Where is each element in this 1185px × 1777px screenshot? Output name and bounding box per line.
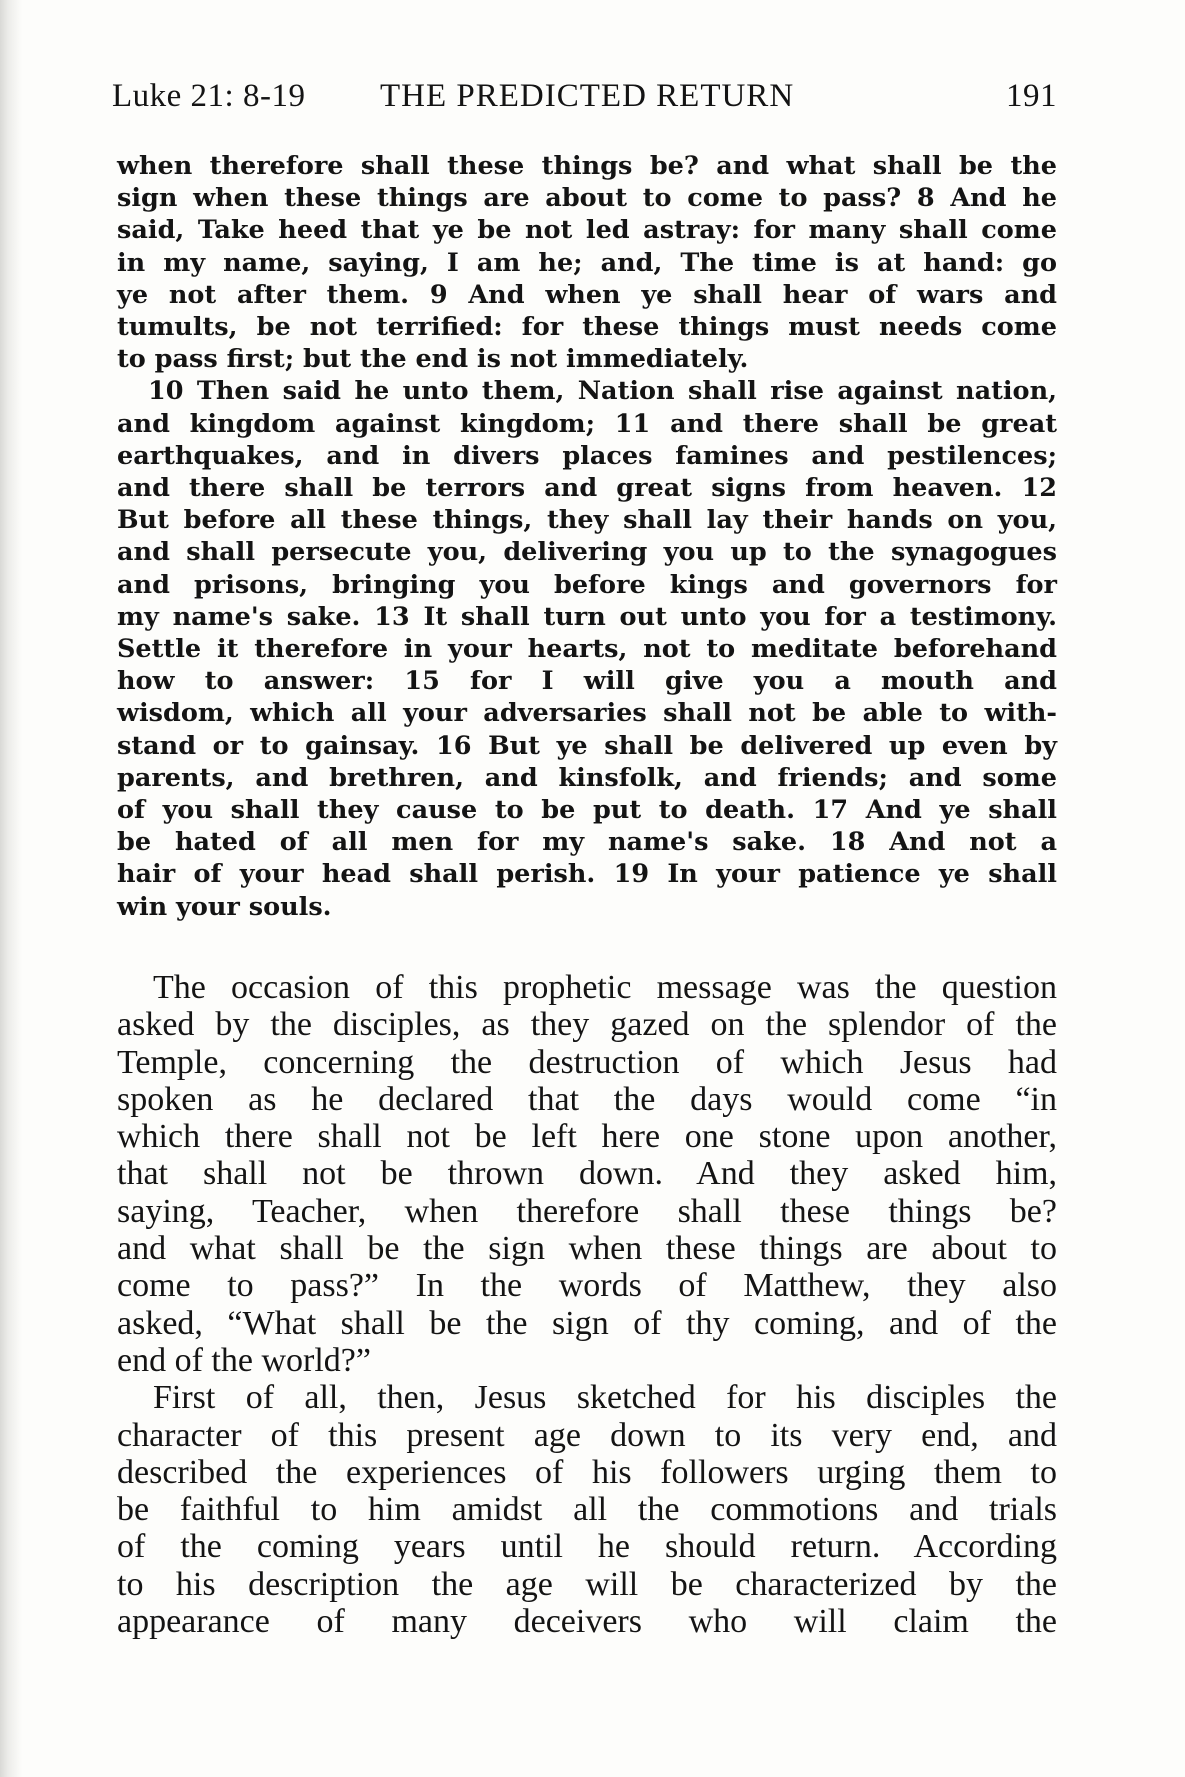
scripture-line: when therefore shall these things be? and what shall be the — [117, 151, 1057, 181]
commentary-line: spoken as he declared that the days would come “in — [117, 1080, 1057, 1118]
commentary-line: described the experiences of his followers urging them to — [117, 1453, 1057, 1491]
scripture-line: and prisons, bringing you before kings and governors for — [117, 569, 1057, 600]
header-reference: Luke 21: 8-19 — [112, 78, 306, 114]
scripture-line: stand or to gainsay. 16 But ye shall be delivered up even by — [117, 730, 1057, 761]
scripture-line: and there shall be terrors and great signs from heaven. 12 — [117, 473, 1057, 504]
commentary-text — [117, 969, 1057, 1640]
scripture-line: parents, and brethren, and kinsfolk, and friends; and some — [117, 762, 1057, 793]
commentary-line: which there shall not be left here one stone upon another, — [117, 1118, 1057, 1156]
commentary-line: come to pass?” In the words of Matthew, they also — [117, 1267, 1057, 1305]
scripture-line: my name's sake. 13 It shall turn out unto you for a testimony. — [117, 601, 1057, 632]
scripture-passage — [117, 150, 1057, 923]
commentary-line: that shall not be thrown down. And they asked him, — [117, 1155, 1057, 1193]
scripture-line: earthquakes, and in divers places famines and pestilences; — [117, 440, 1057, 471]
scripture-line: hair of your head shall perish. 19 In your patience ye shall — [117, 859, 1057, 890]
commentary-line: Temple, concerning the destruction of which Jesus had — [117, 1043, 1057, 1081]
header-title: THE PREDICTED RETURN — [380, 78, 795, 114]
scripture-line: sign when these things are about to come to pass? 8 And he — [117, 183, 1057, 214]
commentary-line: The occasion of this prophetic message was the question — [153, 969, 1057, 1006]
scripture-line: ye not after them. 9 And when ye shall hear of wars and — [117, 279, 1057, 310]
commentary-line: to his description the age will be characterized by the — [117, 1565, 1057, 1603]
commentary-line: and what shall be the sign when these things are about to — [117, 1230, 1057, 1268]
scripture-line: and kingdom against kingdom; 11 and there shall be great — [117, 408, 1057, 439]
commentary-line: appearance of many deceivers who will claim the — [117, 1603, 1057, 1641]
page-number: 191 — [1006, 78, 1057, 114]
commentary-line: First of all, then, Jesus sketched for his disciples the — [153, 1379, 1057, 1417]
scripture-line: tumults, be not terrified: for these things must needs come — [117, 312, 1057, 343]
commentary-line: end of the world?” — [117, 1341, 371, 1379]
scripture-line: 10 Then said he unto them, Nation shall rise against nation, — [148, 376, 1057, 407]
scripture-line: Settle it therefore in your hearts, not to meditate beforehand — [117, 634, 1057, 665]
running-header — [112, 78, 1057, 122]
scripture-line: of you shall they cause to be put to death. 17 And ye shall — [117, 795, 1057, 826]
commentary-line: of the coming years until he should return. According — [117, 1528, 1057, 1566]
scripture-line: said, Take heed that ye be not led astray: for many shall come — [117, 215, 1057, 246]
scripture-line: wisdom, which all your adversaries shall not be able to with- — [117, 698, 1057, 729]
scripture-line: win your souls. — [117, 891, 332, 922]
page-gutter-shadow — [0, 0, 22, 1777]
scripture-line: But before all these things, they shall lay their hands on you, — [117, 505, 1057, 536]
commentary-line: character of this present age down to its very end, and — [117, 1416, 1057, 1454]
scripture-line: and shall persecute you, delivering you up to the synagogues — [117, 537, 1057, 568]
commentary-line: be faithful to him amidst all the commotions and trials — [117, 1491, 1057, 1529]
scripture-line: in my name, saying, I am he; and, The time is at hand: go — [117, 247, 1057, 278]
scripture-line: be hated of all men for my name's sake. 18 And not a — [117, 827, 1057, 858]
commentary-line: saying, Teacher, when therefore shall these things be? — [117, 1192, 1057, 1230]
commentary-line: asked, “What shall be the sign of thy coming, and of the — [117, 1304, 1057, 1342]
scripture-line: to pass first; but the end is not immediately. — [117, 344, 749, 375]
scripture-line: how to answer: 15 for I will give you a mouth and — [117, 666, 1057, 697]
commentary-line: asked by the disciples, as they gazed on the splendor of the — [117, 1006, 1057, 1044]
